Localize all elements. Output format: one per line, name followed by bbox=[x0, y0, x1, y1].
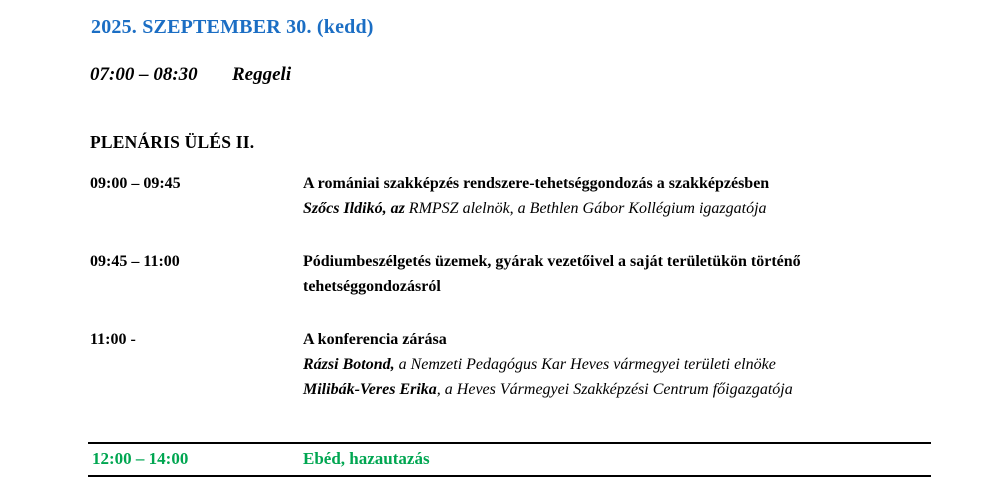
text-segment: A konferencia zárása bbox=[303, 331, 447, 348]
lunch-row bbox=[88, 442, 931, 477]
row-line bbox=[303, 171, 970, 196]
text-segment: tehetséggondozásról bbox=[303, 278, 441, 295]
row-line bbox=[303, 196, 970, 221]
row-description bbox=[303, 249, 970, 299]
lunch-time: 12:00 – 14:00 bbox=[92, 449, 189, 468]
row-time: 09:00 – 09:45 bbox=[90, 175, 181, 192]
text-segment: A romániai szakképzés rendszere-tehetséggondozás a szakképzésben bbox=[303, 175, 770, 192]
row-line bbox=[303, 352, 970, 377]
row-line bbox=[303, 377, 970, 402]
row-description bbox=[303, 327, 970, 402]
row-line bbox=[303, 249, 970, 274]
row-line bbox=[303, 327, 970, 352]
plenary-session-heading: PLENÁRIS ÜLÉS II. bbox=[90, 132, 255, 152]
text-segment: RMPSZ alelnök, a Bethlen Gábor Kollégium igazgatója bbox=[404, 200, 767, 217]
schedule-rows bbox=[90, 171, 970, 430]
row-line bbox=[303, 274, 970, 299]
text-segment: Milibák-Veres Erika bbox=[303, 381, 437, 398]
text-segment: Rázsi Botond, bbox=[303, 356, 395, 373]
schedule-row bbox=[90, 171, 970, 221]
lunch-label: Ebéd, hazautazás bbox=[303, 449, 430, 468]
text-segment: Szőcs Ildikó, az bbox=[303, 200, 405, 217]
breakfast-row bbox=[90, 64, 291, 86]
row-description bbox=[303, 171, 970, 221]
text-segment: a Nemzeti Pedagógus Kar Heves vármegyei területi elnöke bbox=[394, 356, 776, 373]
text-segment: Pódiumbeszélgetés üzemek, gyárak vezetőivel a saját területükön történő bbox=[303, 253, 801, 270]
schedule-row bbox=[90, 327, 970, 402]
date-title: 2025. SZEPTEMBER 30. (kedd) bbox=[91, 16, 374, 38]
text-segment: , a Heves Vármegyei Szakképzési Centrum főigazgatója bbox=[436, 381, 793, 398]
schedule-row bbox=[90, 249, 970, 299]
row-time: 11:00 - bbox=[90, 331, 136, 348]
breakfast-label: Reggeli bbox=[232, 64, 292, 85]
breakfast-time: 07:00 – 08:30 bbox=[90, 64, 198, 85]
row-time: 09:45 – 11:00 bbox=[90, 253, 180, 270]
